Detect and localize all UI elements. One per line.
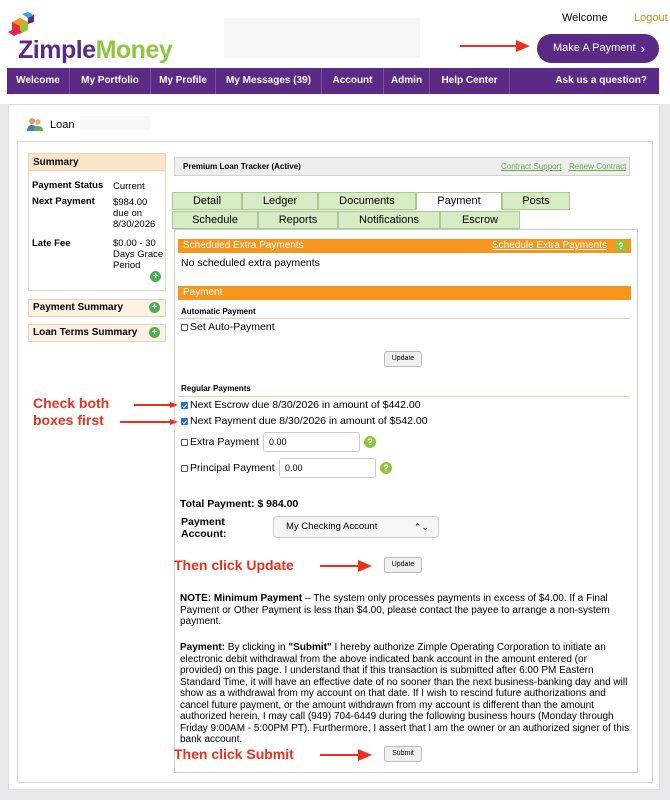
next-escrow-label: Next Escrow due 8/30/2026 in amount of $442.00: [190, 399, 421, 411]
loan-tracker-bar: [174, 157, 630, 176]
loan-terms-summary-label: Loan Terms Summary: [33, 327, 138, 338]
nav-admin[interactable]: Admin: [384, 68, 430, 94]
summary-body: [29, 172, 165, 290]
annotation-arrow: [320, 754, 360, 756]
annotation-arrowhead: [170, 419, 178, 425]
scheduled-extra-header: [178, 239, 631, 253]
tab-ledger[interactable]: Ledger: [242, 192, 318, 210]
payment-account-label: Payment Account:: [181, 516, 227, 540]
total-payment: Total Payment: $ 984.00: [180, 498, 299, 510]
payment-section-title: Payment: [183, 287, 223, 298]
logo-text: ZimpleMoney: [18, 36, 173, 64]
payment-status-value: Current: [113, 181, 145, 192]
welcome-text: Welcome: [562, 12, 608, 24]
plus-icon: +: [149, 327, 160, 338]
divider: [178, 396, 630, 397]
payment-account-value: My Checking Account: [286, 521, 378, 532]
tab-escrow[interactable]: Escrow: [440, 211, 520, 229]
tab-documents[interactable]: Documents: [318, 192, 416, 210]
automatic-payment-label: Automatic Payment: [181, 307, 256, 316]
summary-box: [28, 153, 166, 291]
annotation-arrowhead: [358, 560, 372, 572]
annotation-submit: Then click Submit: [174, 746, 294, 762]
nav-my-portfolio[interactable]: My Portfolio: [70, 68, 151, 94]
annotation-check-line1: Check both: [33, 395, 110, 411]
make-payment-label: Make A Payment: [553, 42, 636, 54]
next-payment-checkbox[interactable]: [181, 418, 188, 425]
chevron-right-icon: ›: [640, 41, 645, 56]
plus-icon: +: [149, 302, 160, 313]
minimum-payment-note: [180, 593, 630, 628]
summary-title: Summary: [29, 154, 165, 171]
loan-name-redacted: [80, 116, 150, 130]
tab-notifications[interactable]: Notifications: [338, 211, 440, 229]
extra-payment-checkbox[interactable]: [181, 439, 188, 446]
help-icon[interactable]: ?: [615, 240, 627, 252]
payment-summary-label: Payment Summary: [33, 302, 124, 313]
auto-payment-checkbox[interactable]: [181, 324, 188, 331]
help-icon[interactable]: ?: [364, 436, 376, 448]
loan-terms-summary-toggle[interactable]: [28, 324, 166, 342]
nav-my-messages[interactable]: My Messages (39): [216, 68, 322, 94]
submit-button[interactable]: Submit: [384, 746, 422, 762]
tab-payment[interactable]: Payment: [416, 192, 502, 210]
annotation-arrowhead: [358, 749, 372, 761]
make-payment-button[interactable]: [537, 34, 659, 63]
annotation-arrow-make-payment: [460, 45, 520, 47]
authorization-title: Payment:: [180, 642, 226, 653]
next-payment-label: Next Payment: [32, 196, 95, 207]
authorization-submit-word: "Submit": [288, 642, 332, 653]
scheduled-extra-title: Scheduled Extra Payments: [183, 240, 304, 251]
payment-summary-toggle[interactable]: [28, 299, 166, 317]
tab-schedule[interactable]: Schedule: [172, 211, 258, 229]
update-button[interactable]: Update: [384, 557, 422, 573]
next-payment-label: Next Payment due 8/30/2026 in amount of $542.00: [190, 415, 428, 427]
renew-contract-link[interactable]: Renew Contract: [569, 162, 627, 171]
principal-payment-input[interactable]: 0.00: [279, 458, 376, 478]
extra-payment-input[interactable]: 0.00: [263, 432, 360, 452]
main-nav: [7, 68, 659, 94]
annotation-arrow: [120, 421, 170, 423]
no-scheduled-text: No scheduled extra payments: [181, 257, 320, 269]
principal-payment-checkbox[interactable]: [181, 465, 188, 472]
annotation-arrow: [320, 565, 360, 567]
tab-reports[interactable]: Reports: [258, 211, 338, 229]
authorization-text: By clicking in: [225, 642, 289, 653]
annotation-check-line2: boxes first: [33, 412, 104, 428]
header: [0, 0, 670, 68]
payment-section-header: [178, 286, 631, 300]
tab-posts[interactable]: Posts: [502, 192, 570, 210]
logo[interactable]: [8, 12, 173, 64]
tab-detail[interactable]: Detail: [172, 192, 242, 210]
annotation-arrowhead: [170, 402, 178, 408]
late-fee-value: $0.00 - 30 Days Grace Period: [113, 238, 164, 271]
select-updown-icon: ⌃⌄: [413, 522, 429, 532]
tracker-title: Premium Loan Tracker (Active): [183, 162, 301, 171]
nav-welcome[interactable]: Welcome: [7, 68, 70, 94]
authorization-note: [180, 642, 630, 746]
authorization-text-2: I hereby authorize Zimple Operating Corporation to initiate an electronic debit withdrawal from the above indicated bank account in the amount entered (or provided) on this page. I understand that if this transaction is submitted after 6:00 PM Eastern Standard Time, it will have an effective date of no sooner than the next business-banking day and will show as a withdrawal from my account on that date. If I wish to rescind future authorizations and cancel future payment, or the amount withdrawn from my account is different than the amount authorized herein, I may call (949) 704-6449 during the following business hours (Monday through Friday 9:00AM - 5:00PM PT). Furthermore, I assert that I am the owner or an authorized signer of this bank account.: [180, 642, 630, 745]
nav-help-center[interactable]: Help Center: [430, 68, 510, 94]
regular-payments-label: Regular Payments: [181, 384, 251, 393]
annotation-update: Then click Update: [174, 557, 294, 573]
summary-expand-plus-icon[interactable]: +: [150, 271, 161, 282]
logout-link[interactable]: Logout: [634, 12, 668, 24]
divider: [178, 318, 630, 319]
extra-payment-label: Extra Payment: [190, 436, 259, 448]
header-redacted-area: [224, 18, 420, 58]
ask-question-link[interactable]: Ask us a question?: [555, 75, 647, 86]
schedule-extra-payments-link[interactable]: Schedule Extra Payments: [491, 240, 607, 251]
payment-account-select[interactable]: [273, 516, 439, 538]
next-escrow-checkbox[interactable]: [181, 402, 188, 409]
help-icon[interactable]: ?: [380, 462, 392, 474]
page-title: Loan: [50, 119, 75, 131]
minimum-payment-text: – The system only processes payments in excess of $4.00. If a Final Payment or Other Payment is less than $4.00, please contact the payee to arrange a non-system payment.: [180, 593, 610, 627]
principal-payment-label: Principal Payment: [190, 462, 275, 474]
payment-status-label: Payment Status: [32, 180, 104, 191]
next-payment-value: $984.00 due on 8/30/2026: [113, 197, 156, 230]
contract-support-link[interactable]: Contract Support: [501, 162, 562, 171]
minimum-payment-title: NOTE: Minimum Payment: [180, 593, 303, 604]
users-icon: [26, 116, 44, 132]
late-fee-label: Late Fee: [32, 238, 71, 249]
auto-payment-label: Set Auto-Payment: [190, 321, 275, 333]
annotation-arrow: [134, 404, 170, 406]
nav-my-profile[interactable]: My Profile: [151, 68, 216, 94]
update-auto-payment-button[interactable]: Update: [384, 351, 422, 367]
annotation-arrowhead: [516, 40, 530, 52]
nav-account[interactable]: Account: [322, 68, 384, 94]
